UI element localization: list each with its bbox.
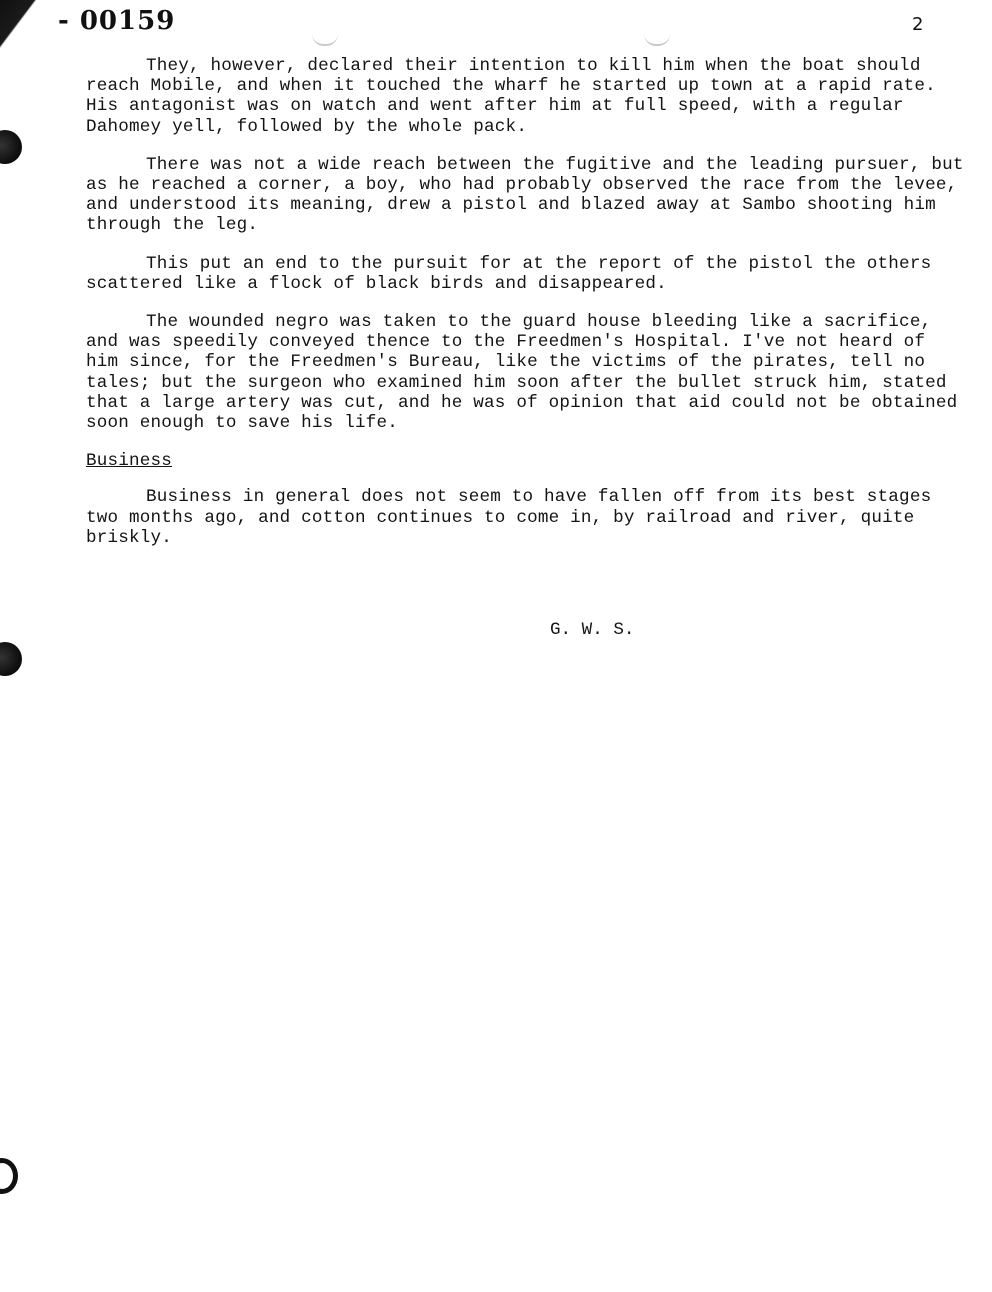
section-heading: Business <box>86 451 173 472</box>
punch-hole-middle <box>0 642 22 676</box>
staple-mark-left <box>312 34 338 46</box>
punch-hole-top <box>0 130 22 164</box>
paragraph: The wounded negro was taken to the guard house bleeding like a sacrifice, and was speedily conveyed thence to the Freedmen's Hospital. I've not heard of him since, for the Freedmen's Bureau, like the victims of the pirates, tell no tales; but the surgeon who examined him soon after the bullet struck him, stated that a large artery was cut, and he was of opinion that aid could not be obtained soon enough to save his life. <box>86 312 958 434</box>
paragraph: This put an end to the pursuit for at the report of the pistol the others scattered like a flock of black birds and disappeared. <box>86 253 932 294</box>
letter-body <box>86 56 966 566</box>
punch-hole-bottom <box>0 1158 18 1194</box>
section-paragraph: Business in general does not seem to have fallen off from its best stages two months ago, and cotton continues to come in, by railroad and river, quite briskly. <box>86 487 932 548</box>
staple-mark-right <box>644 34 670 46</box>
paragraph: There was not a wide reach between the fugitive and the leading pursuer, but as he reached a corner, a boy, who had probably observed the race from the levee, and understood its meaning, drew a pistol and blazed away at Sambo shooting him through the leg. <box>86 154 964 236</box>
paragraph: They, however, declared their intention to kill him when the boat should reach Mobile, and when it touched the wharf he started up town at a rapid rate. His antagonist was on watch and went after him at full speed, with a regular Dahomey yell, followed by the whole pack. <box>86 56 936 137</box>
page-number: 2 <box>912 14 924 35</box>
signature-initials: G. W. S. <box>550 620 635 640</box>
document-number: - 00159 <box>58 6 176 36</box>
